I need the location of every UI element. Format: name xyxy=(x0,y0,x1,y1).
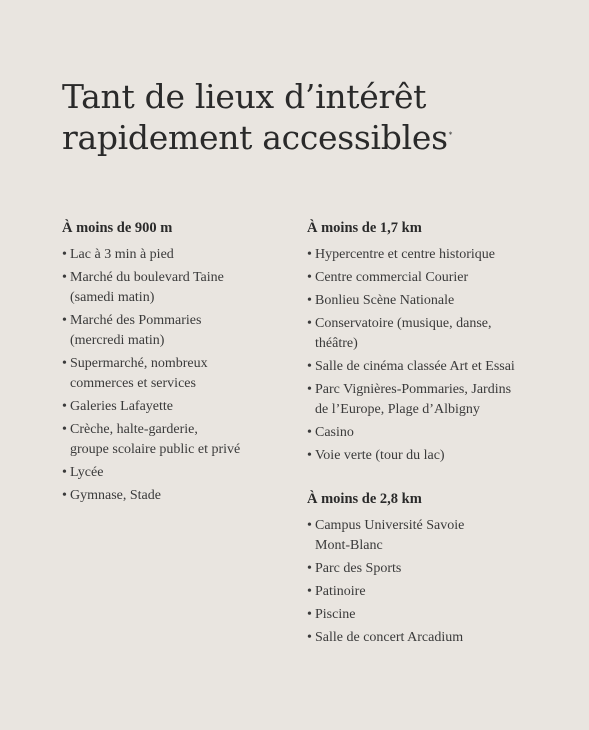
column-left xyxy=(62,219,292,509)
list-item xyxy=(62,245,292,265)
bullet-icon: • xyxy=(307,630,312,645)
list-item-text: Centre commercial Courier xyxy=(315,270,469,285)
list-item xyxy=(307,245,567,265)
list-item xyxy=(307,357,567,377)
list-item xyxy=(62,397,292,417)
list-item-text: Casino xyxy=(315,425,354,440)
bullet-icon: • xyxy=(62,270,67,285)
bullet-icon: • xyxy=(307,425,312,440)
poi-list xyxy=(307,245,567,466)
list-item-text: Gymnase, Stade xyxy=(70,488,161,503)
list-item xyxy=(307,559,567,579)
list-item-text: Crèche, halte-garderie, xyxy=(70,422,198,437)
list-item-text: Campus Université Savoie xyxy=(315,518,465,533)
bullet-icon: • xyxy=(62,488,67,503)
list-item xyxy=(307,628,567,648)
bullet-icon: • xyxy=(307,382,312,397)
list-item-text: Lycée xyxy=(70,465,104,480)
list-item-text: Parc des Sports xyxy=(315,561,402,576)
bullet-icon: • xyxy=(62,422,67,437)
title-line-2 xyxy=(62,117,452,158)
list-item xyxy=(62,268,292,308)
list-item-text: Lac à 3 min à pied xyxy=(70,247,174,262)
column-right xyxy=(307,219,567,651)
list-item-text: (mercredi matin) xyxy=(70,333,165,348)
list-item-text: Galeries Lafayette xyxy=(70,399,173,414)
list-item-text: théâtre) xyxy=(315,336,358,351)
title-line-1: Tant de lieux d’intérêt xyxy=(62,77,427,116)
list-item xyxy=(307,291,567,311)
list-item-text: Hypercentre et centre historique xyxy=(315,247,495,262)
list-item-text: groupe scolaire public et privé xyxy=(70,442,241,457)
list-item xyxy=(307,380,567,420)
bullet-icon: • xyxy=(307,448,312,463)
list-item-text: Conservatoire (musique, danse, xyxy=(315,316,492,331)
list-item-text: Mont-Blanc xyxy=(315,538,383,553)
list-item xyxy=(307,605,567,625)
section-2-8km xyxy=(307,490,567,648)
list-item-text: Salle de cinéma classée Art et Essai xyxy=(315,359,515,374)
list-item-text: Marché du boulevard Taine xyxy=(70,270,224,285)
bullet-icon: • xyxy=(307,270,312,285)
bullet-icon: • xyxy=(307,607,312,622)
list-item-text: Salle de concert Arcadium xyxy=(315,630,464,645)
list-item-text: Patinoire xyxy=(315,584,366,599)
title-asterisk: * xyxy=(448,131,452,139)
list-item-text: (samedi matin) xyxy=(70,290,155,305)
list-item-text: commerces et services xyxy=(70,376,196,391)
bullet-icon: • xyxy=(62,399,67,414)
section-900m xyxy=(62,219,292,506)
section-1-7km xyxy=(307,219,567,466)
list-item-text: Parc Vignières-Pommaries, Jardins xyxy=(315,382,512,397)
section-heading: À moins de 1,7 km xyxy=(307,220,422,236)
bullet-icon: • xyxy=(307,359,312,374)
list-item-text: Voie verte (tour du lac) xyxy=(315,448,445,463)
list-item-text: Bonlieu Scène Nationale xyxy=(315,293,455,308)
bullet-icon: • xyxy=(62,356,67,371)
list-item xyxy=(62,463,292,483)
list-item xyxy=(307,516,567,556)
bullet-icon: • xyxy=(307,561,312,576)
list-item xyxy=(62,311,292,351)
title-line-2-text: rapidement accessibles xyxy=(62,118,448,157)
bullet-icon: • xyxy=(62,465,67,480)
list-item-text: Piscine xyxy=(315,607,356,622)
bullet-icon: • xyxy=(307,518,312,533)
section-heading: À moins de 900 m xyxy=(62,220,173,236)
list-item xyxy=(307,268,567,288)
list-item xyxy=(62,486,292,506)
list-item xyxy=(62,354,292,394)
page-title xyxy=(62,76,452,158)
bullet-icon: • xyxy=(307,247,312,262)
bullet-icon: • xyxy=(307,293,312,308)
list-item xyxy=(62,420,292,460)
poi-list xyxy=(307,516,567,648)
list-item xyxy=(307,446,567,466)
list-item xyxy=(307,314,567,354)
bullet-icon: • xyxy=(62,313,67,328)
poi-list xyxy=(62,245,292,506)
list-item xyxy=(307,582,567,602)
list-item xyxy=(307,423,567,443)
bullet-icon: • xyxy=(62,247,67,262)
section-heading: À moins de 2,8 km xyxy=(307,491,422,507)
list-item-text: Supermarché, nombreux xyxy=(70,356,208,371)
list-item-text: Marché des Pommaries xyxy=(70,313,202,328)
bullet-icon: • xyxy=(307,584,312,599)
list-item-text: de l’Europe, Plage d’Albigny xyxy=(315,402,480,417)
bullet-icon: • xyxy=(307,316,312,331)
